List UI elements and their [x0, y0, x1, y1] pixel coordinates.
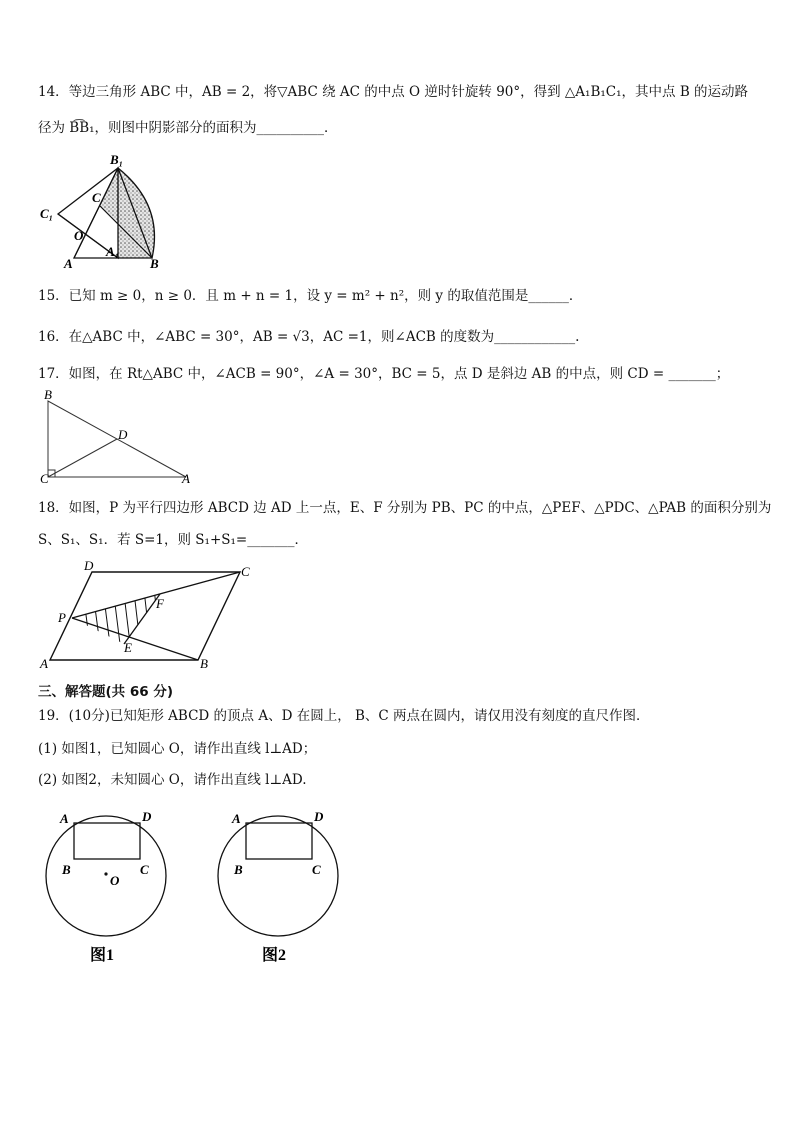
q17-label-a: A — [182, 471, 190, 486]
q19-fig2-caption: 图2 — [262, 947, 287, 964]
q18-label-b: B — [200, 656, 208, 671]
q18-label-d: D — [84, 558, 94, 573]
q19-fig2-label-b: B — [234, 862, 243, 877]
q19-fig1-rectangle — [74, 823, 140, 859]
q14-shaded-triangle — [100, 168, 118, 222]
q16-text: 16．在△ABC 中，∠ABC = 30°，AB = √3，AC =1，则∠ACB 的度数为____________. — [38, 329, 580, 345]
q18-label-p: P — [58, 610, 66, 625]
q14-line2: 径为 B͡B₁，则图中阴影部分的面积为__________． — [38, 120, 338, 136]
q17-label-b: B — [44, 387, 52, 402]
q19-figure2 — [214, 806, 354, 966]
q19-fig1-label-b: B — [62, 862, 71, 877]
q19-fig2-label-a: A — [232, 811, 241, 826]
q19-fig2-rectangle — [246, 823, 312, 859]
q18-label-f: F — [156, 596, 164, 611]
q14-figure — [36, 150, 176, 270]
q18-label-a: A — [40, 656, 48, 671]
q19-part2: (2) 如图2，未知圆心 O，请作出直线 l⊥AD. — [38, 772, 307, 788]
q14-label-c: C — [92, 190, 101, 205]
q18-line2: S、S₁、S₁．若 S=1，则 S₁+S₁=_______． — [38, 532, 308, 548]
q14-label-a: A — [64, 256, 73, 271]
q18-line1: 18．如图，P 为平行四边形 ABCD 边 AD 上一点，E、F 分别为 PB、PC 的中点，△PEF、△PDC、△PAB 的面积分别为 — [38, 500, 772, 516]
q14-label-b1: B₁ — [110, 152, 124, 167]
q19-figure1 — [42, 806, 182, 966]
q14-label-b: B — [150, 256, 159, 271]
q19-fig1-center-dot — [104, 872, 107, 875]
q19-fig2-label-c: C — [312, 862, 321, 877]
q19-fig1-caption: 图1 — [90, 947, 115, 964]
q19-intro: 19．(10分)已知矩形 ABCD 的顶点 A、D 在圆上， B、C 两点在圆内，请仅用没有刻度的直尺作图． — [38, 708, 650, 724]
q17-label-d: D — [118, 427, 128, 442]
q19-fig1-label-o: O — [110, 873, 120, 888]
q17-figure — [40, 387, 200, 486]
q19-part1: (1) 如图1，已知圆心 O，请作出直线 l⊥AD； — [38, 741, 317, 757]
q14-label-c1: C₁ — [40, 206, 54, 221]
q19-fig1-label-a: A — [60, 811, 69, 826]
q19-fig1-label-d: D — [142, 809, 152, 824]
q17-label-c: C — [40, 471, 49, 486]
q15-text: 15．已知 m ≥ 0，n ≥ 0．且 m + n = 1，设 y = m² + n²，则 y 的取值范围是______． — [38, 288, 583, 304]
q14-label-o: O — [74, 228, 84, 243]
q17-median-cd — [48, 439, 117, 477]
q14-line1: 14．等边三角形 ABC 中，AB = 2，将▽ABC 绕 AC 的中点 O 逆时针旋转 90°，得到 △A₁B₁C₁，其中点 B 的运动路 — [38, 84, 749, 100]
q18-figure — [38, 560, 268, 672]
q18-segment-ef — [124, 594, 160, 644]
q18-label-e: E — [124, 640, 132, 655]
q19-fig2-label-d: D — [314, 809, 324, 824]
q18-hatch — [84, 588, 162, 660]
q14-label-a1: A₁ — [106, 244, 120, 259]
q17-text: 17．如图，在 Rt△ABC 中，∠ACB = 90°，∠A = 30°，BC = 5，点 D 是斜边 AB 的中点，则 CD = _______； — [38, 366, 730, 382]
q18-label-c: C — [241, 564, 250, 579]
section-title: 三、解答题(共 66 分) — [38, 684, 174, 700]
q19-fig1-label-c: C — [140, 862, 149, 877]
